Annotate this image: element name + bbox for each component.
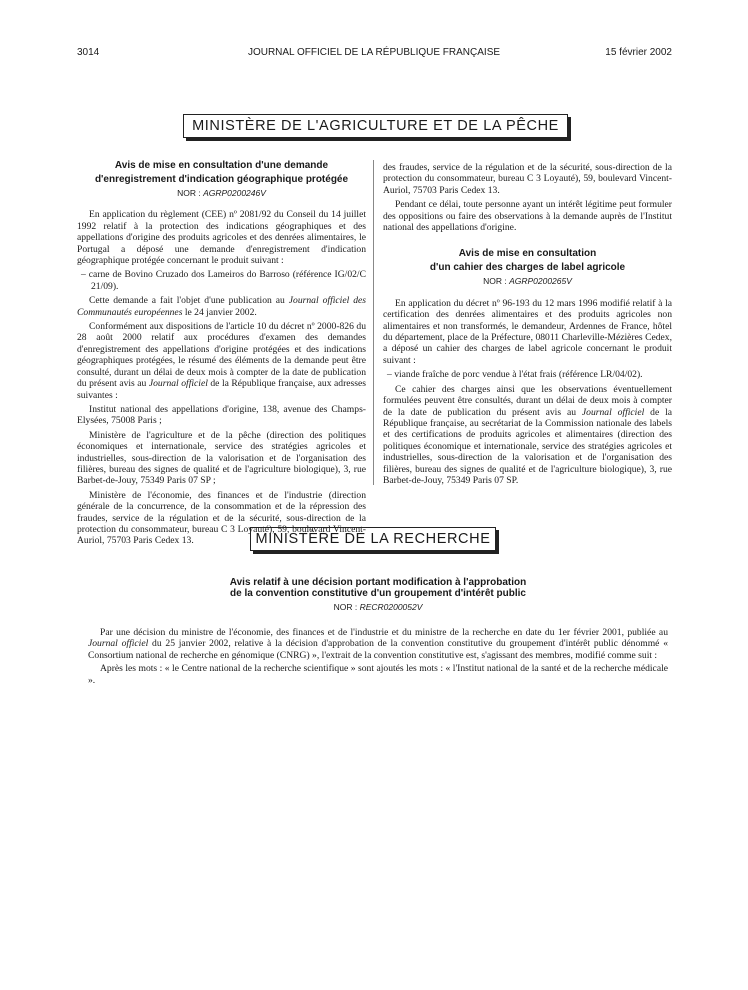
left-column bbox=[77, 160, 367, 547]
page-number: 3014 bbox=[77, 47, 100, 58]
notice1-address: Ministère de l'économie, des finances et de l'industrie (direction générale de la concurrence, de la consommation et de la répression des fraudes, service de la régulation et de la sécurité, sous-direction de la protection du consommateur, bureau C 3 Loyauté), 59, boulevard Vincent-Auriol, 75703 Paris Cedex 13. bbox=[77, 489, 366, 547]
journal-reference: Journal officiel bbox=[581, 406, 645, 418]
notice2-product-item: – viande fraîche de porc vendue à l'état frais (référence LR/04/02). bbox=[387, 369, 643, 381]
notice1-nor bbox=[77, 188, 366, 199]
notice2-nor bbox=[383, 276, 672, 287]
notice1-title-line1: Avis de mise en consultation d'une demande bbox=[114, 160, 329, 171]
notice1-address-continued: des fraudes, service de la régulation et de la sécurité, sous-direction de la protection du consommateur, bureau C 3 Loyauté), 59, boulevard Vincent-Auriol, 75703 Paris Cedex 13. bbox=[383, 162, 672, 196]
notice1-address: Institut national des appellations d'origine, 138, avenue des Champs-Elysées, 75008 Paris ; bbox=[77, 403, 366, 427]
notice1-paragraph: En application du règlement (CEE) nº 2081/92 du Conseil du 14 juillet 1992 relatif à la protection des indications géographiques et des appellations d'origine des produits agricoles et des denrées alimentaires, le Portugal a déposé une demande d'enregistrement d'indication géographique protégée concernant le produit suivant : bbox=[77, 209, 366, 267]
notice3-paragraph: Après les mots : « le Centre national de la recherche scientifique » sont ajoutés les mots : « l'Institut national de la santé et de la recherche médicale ». bbox=[88, 663, 668, 686]
notice1-paragraph: Pendant ce délai, toute personne ayant un intérêt légitime peut formuler des oppositions ou faire des observations à la demande auprès de l'Institut national des appellations d'origine. bbox=[383, 199, 672, 234]
journal-reference: Journal officiel des Communautés européennes bbox=[77, 295, 366, 318]
notice1-paragraph: Cette demande a fait l'objet d'une publication au Journal officiel des Communautés européennes le 24 janvier 2002. bbox=[77, 295, 366, 318]
notice3-title-line2: de la convention constitutive d'un groupement d'intérêt public bbox=[230, 588, 526, 599]
journal-reference: Journal officiel bbox=[148, 378, 208, 390]
notice3-paragraph: Par une décision du ministre de l'économie, des finances et de l'industrie et du ministre de la recherche en date du 1er février 2001, publiée au Journal officiel du 25 janvier 2002, relative à la décision d'approbation de la convention constitutive du groupement d'intérêt public dénommé « Consortium national de recherche en génomique (CNRG) », l'extrait de la convention constitutive est, s'agissant des membres, modifié comme suit : bbox=[88, 627, 669, 661]
journal-reference: Journal officiel bbox=[88, 638, 149, 650]
notice1-paragraph: Conformément aux dispositions de l'article 10 du décret nº 2000-826 du 28 août 2000 relatif aux procédures d'examen des demandes d'enregistrement des appellations d'origine protégées et des indications géographiques protégées, le résumé des éléments de la demande peut être consulté, durant un délai de deux mois à compter de la date de publication du présent avis au Journal officiel de la République française, aux adresses suivantes : bbox=[77, 321, 367, 401]
notice1-product-item: – carne de Bovino Cruzado dos Lameiros do Barroso (référence IG/02/C 21/09). bbox=[81, 269, 366, 292]
notice3-title-line1: Avis relatif à une décision portant modification à l'approbation bbox=[229, 577, 527, 588]
notice2-title-line1: Avis de mise en consultation bbox=[458, 248, 597, 260]
column-divider bbox=[373, 160, 374, 485]
notice1-address: Ministère de l'agriculture et de la pêche (direction des politiques économiques et internationale, service des stratégies agricoles et industrielles, sous-direction de la valorisation et de l'organisation des filières, bureau des signes de qualité et de l'agriculture biologique), 3, rue Barbet-de-Jouy, 75349 Paris 07 SP ; bbox=[77, 429, 366, 487]
nor-code: AGRP0200246V bbox=[203, 188, 266, 198]
notice2-paragraph: Ce cahier des charges ainsi que les observations éventuellement formulées peuvent être consultés, durant un délai de deux mois à compter de la date de publication du présent avis au Journal officiel de la République française, au secrétariat de la Commission nationale des labels et des certifications de produits agricoles et alimentaires (direction des politiques économique et internationale, service des stratégies agricoles et industrielles, sous-direction de la valorisation et de l'organisation des filières, bureau des signes de qualité et de l'agriculture biologique), 3, rue Barbet-de-Jouy, 75349 Paris 07 SP. bbox=[383, 383, 672, 486]
nor-label: NOR : bbox=[177, 188, 201, 198]
notice1-title-line2: d'enregistrement d'indication géographique protégée bbox=[94, 174, 349, 185]
nor-code: RECR0200052V bbox=[359, 602, 423, 612]
issue-date: 15 février 2002 bbox=[605, 47, 672, 58]
notice3-body bbox=[88, 627, 668, 688]
nor-label: NOR : bbox=[333, 602, 358, 612]
right-column bbox=[383, 162, 672, 489]
ministry-heading-agriculture: MINISTÈRE DE L'AGRICULTURE ET DE LA PÊCHE bbox=[183, 114, 568, 138]
nor-code: AGRP0200265V bbox=[509, 276, 572, 287]
notice3-heading bbox=[88, 577, 668, 622]
notice2-paragraph: En application du décret nº 96-193 du 12 mars 1996 modifié relatif à la certification des denrées alimentaires et des produits agricoles non alimentaires et non transformés, le demandeur, Ardennes de France, hôtel du département, place de la Préfecture, 08011 Charleville-Mézières Cedex, a déposé un cahier des charges de label agricole concernant le produit suivant : bbox=[383, 297, 672, 366]
notice2-title-line2: d'un cahier des charges de label agricole bbox=[429, 262, 626, 274]
nor-label: NOR : bbox=[483, 276, 507, 287]
journal-title: JOURNAL OFFICIEL DE LA RÉPUBLIQUE FRANÇAISE bbox=[247, 47, 501, 58]
ministry-heading-research: MINISTÈRE DE LA RECHERCHE bbox=[250, 527, 496, 551]
notice3-nor bbox=[88, 602, 668, 612]
